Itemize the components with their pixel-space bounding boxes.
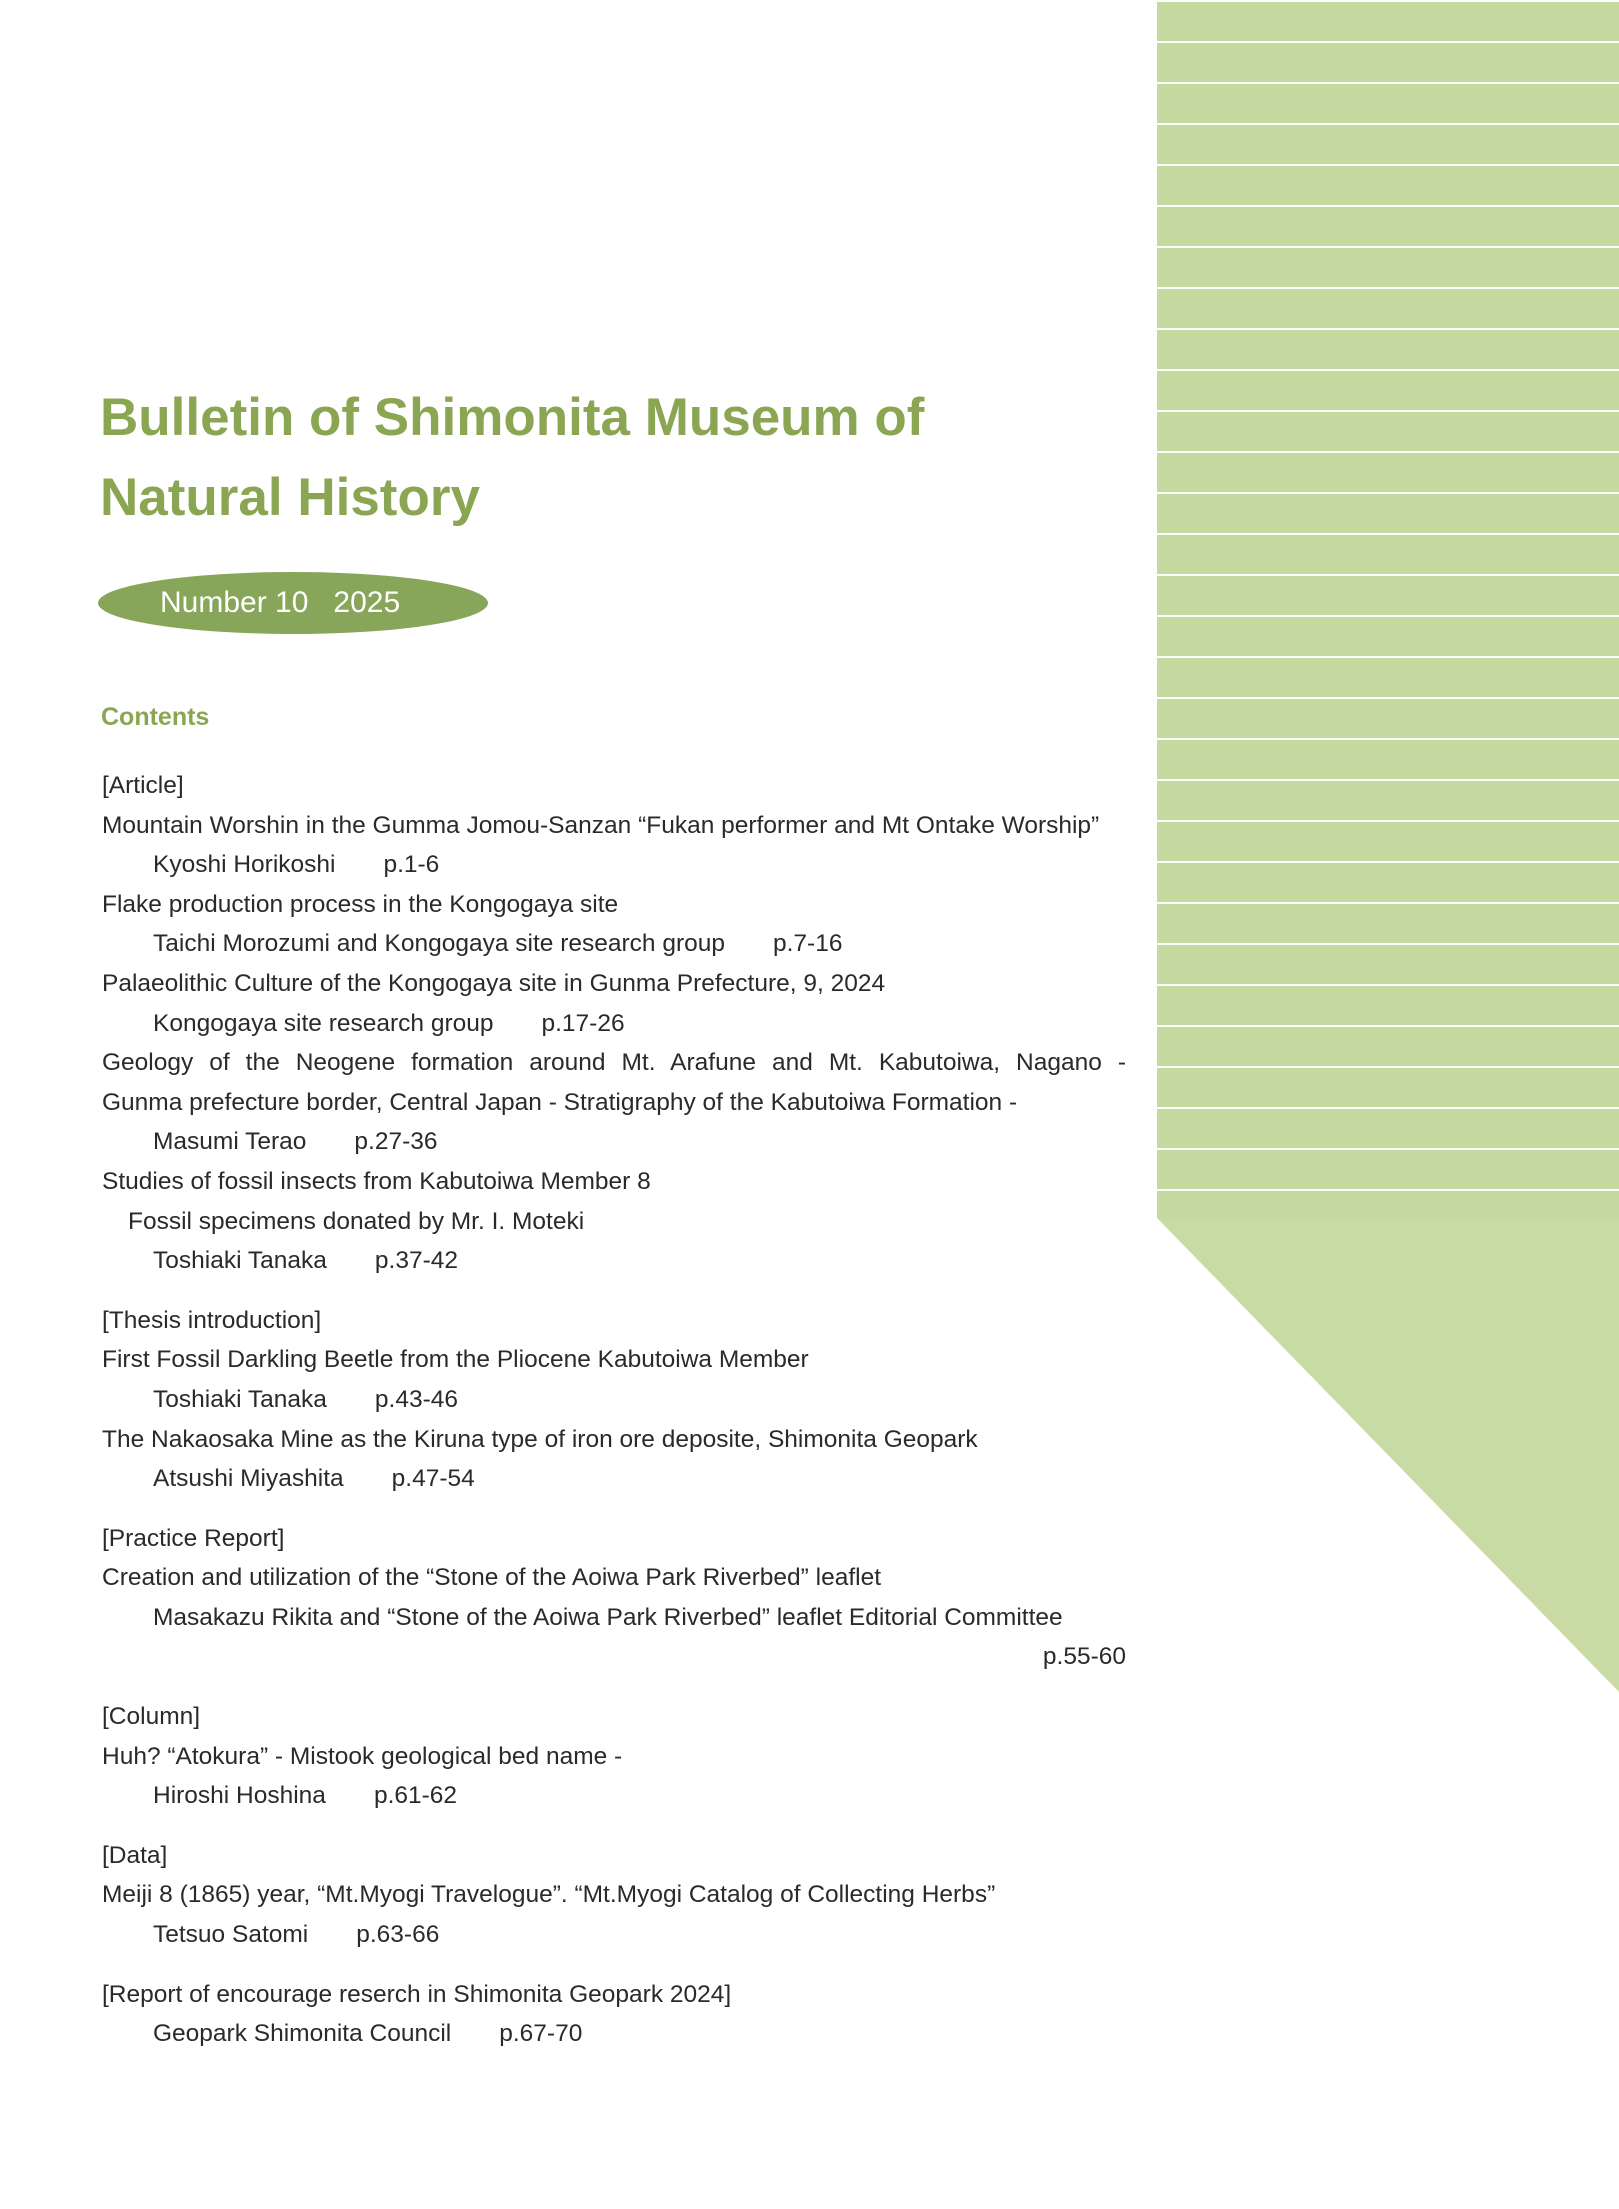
entry-pages: p.17-26	[541, 1009, 625, 1037]
entry-subtitle: Fossil specimens donated by Mr. I. Moteki	[128, 1207, 585, 1235]
toc-section-column	[102, 1697, 1126, 1816]
title-line-2: Natural History	[100, 468, 480, 527]
entry-pages: p.67-70	[499, 2020, 583, 2048]
entry-author: Masumi Terao	[153, 1128, 307, 1156]
green-panel	[1157, 1218, 1619, 1692]
entry-author: Geopark Shimonita Council	[153, 2020, 452, 2048]
issue-number: Number 10	[160, 586, 309, 619]
table-of-contents	[102, 766, 1126, 2074]
entry-title: Huh? “Atokura” - Mistook geological bed name -	[102, 1742, 623, 1770]
entry-author: Masakazu Rikita and “Stone of the Aoiwa Park Riverbed” leaflet Editorial Committee	[153, 1603, 1063, 1631]
category-label: [Data]	[102, 1841, 168, 1869]
entry-title: Creation and utilization of the “Stone of the Aoiwa Park Riverbed” leaflet	[102, 1564, 881, 1592]
entry-author-line	[102, 845, 1126, 885]
entry-author: Atsushi Miyashita	[153, 1465, 344, 1493]
entry-pages: p.1-6	[383, 851, 440, 879]
entry-author-line	[102, 1380, 1126, 1420]
title-line-1: Bulletin of Shimonita Museum of	[100, 388, 925, 447]
entry-author: Toshiaki Tanaka	[153, 1385, 327, 1413]
entry-author-line	[102, 1241, 1126, 1281]
entry-pages: p.37-42	[374, 1247, 458, 1275]
toc-section-report	[102, 1975, 1126, 2054]
entry-author: Toshiaki Tanaka	[153, 1247, 327, 1275]
bulletin-title	[100, 378, 924, 538]
entry-pages: p.7-16	[772, 930, 843, 958]
entry-title: Flake production process in the Kongogaya site	[102, 890, 619, 918]
entry-pages: p.63-66	[356, 1921, 440, 1949]
entry-author-line	[102, 924, 1126, 964]
category-label: [Report of encourage reserch in Shimonita Geopark 2024]	[102, 1980, 732, 2008]
entry-title: Palaeolithic Culture of the Kongogaya site in Gunma Prefecture, 9, 2024	[102, 969, 886, 997]
entry-author: Kongogaya site research group	[153, 1009, 494, 1037]
entry-author-line	[102, 1915, 1126, 1955]
toc-section-thesis	[102, 1301, 1126, 1499]
entry-author: Tetsuo Satomi	[153, 1921, 309, 1949]
striped-panel	[1157, 0, 1619, 1218]
issue-badge	[98, 572, 488, 634]
toc-section-data	[102, 1836, 1126, 1955]
toc-section-article	[102, 766, 1126, 1281]
entry-author-line	[102, 2014, 1126, 2054]
category-label: [Practice Report]	[102, 1524, 285, 1552]
entry-author: Taichi Morozumi and Kongogaya site research group	[153, 930, 725, 958]
entry-title: Geology of the Neogene formation around Mt. Arafune and Mt. Kabutoiwa, Nagano -	[102, 1049, 1126, 1077]
entry-author-line	[102, 1122, 1126, 1162]
category-label: [Article]	[102, 772, 184, 799]
entry-title: Meiji 8 (1865) year, “Mt.Myogi Travelogue”. “Mt.Myogi Catalog of Collecting Herbs”	[102, 1881, 996, 1909]
category-label: [Column]	[102, 1703, 201, 1731]
entry-author-line	[102, 1459, 1126, 1499]
entry-author-line	[102, 1004, 1126, 1044]
entry-title-continued: Gunma prefecture border, Central Japan - Stratigraphy of the Kabutoiwa Formation -	[102, 1088, 1018, 1116]
entry-author: Hiroshi Hoshina	[153, 1782, 326, 1810]
entry-title: Studies of fossil insects from Kabutoiwa Member 8	[102, 1167, 651, 1195]
entry-title: Mountain Worshin in the Gumma Jomou-Sanzan “Fukan performer and Mt Ontake Worship”	[102, 811, 1100, 839]
toc-section-practice-report	[102, 1519, 1126, 1677]
entry-title: The Nakaosaka Mine as the Kiruna type of iron ore deposite, Shimonita Geopark	[102, 1425, 978, 1453]
entry-author-line	[102, 1776, 1126, 1816]
entry-pages: p.55-60	[1042, 1643, 1126, 1671]
issue-year: 2025	[333, 586, 401, 619]
entry-pages: p.27-36	[354, 1128, 438, 1156]
entry-pages: p.47-54	[391, 1465, 475, 1493]
entry-author: Kyoshi Horikoshi	[153, 851, 336, 879]
entry-pages: p.61-62	[373, 1782, 458, 1810]
contents-heading: Contents	[101, 703, 210, 731]
entry-title: First Fossil Darkling Beetle from the Pliocene Kabutoiwa Member	[102, 1346, 809, 1374]
entry-pages: p.43-46	[374, 1385, 458, 1413]
category-label: [Thesis introduction]	[102, 1306, 322, 1334]
